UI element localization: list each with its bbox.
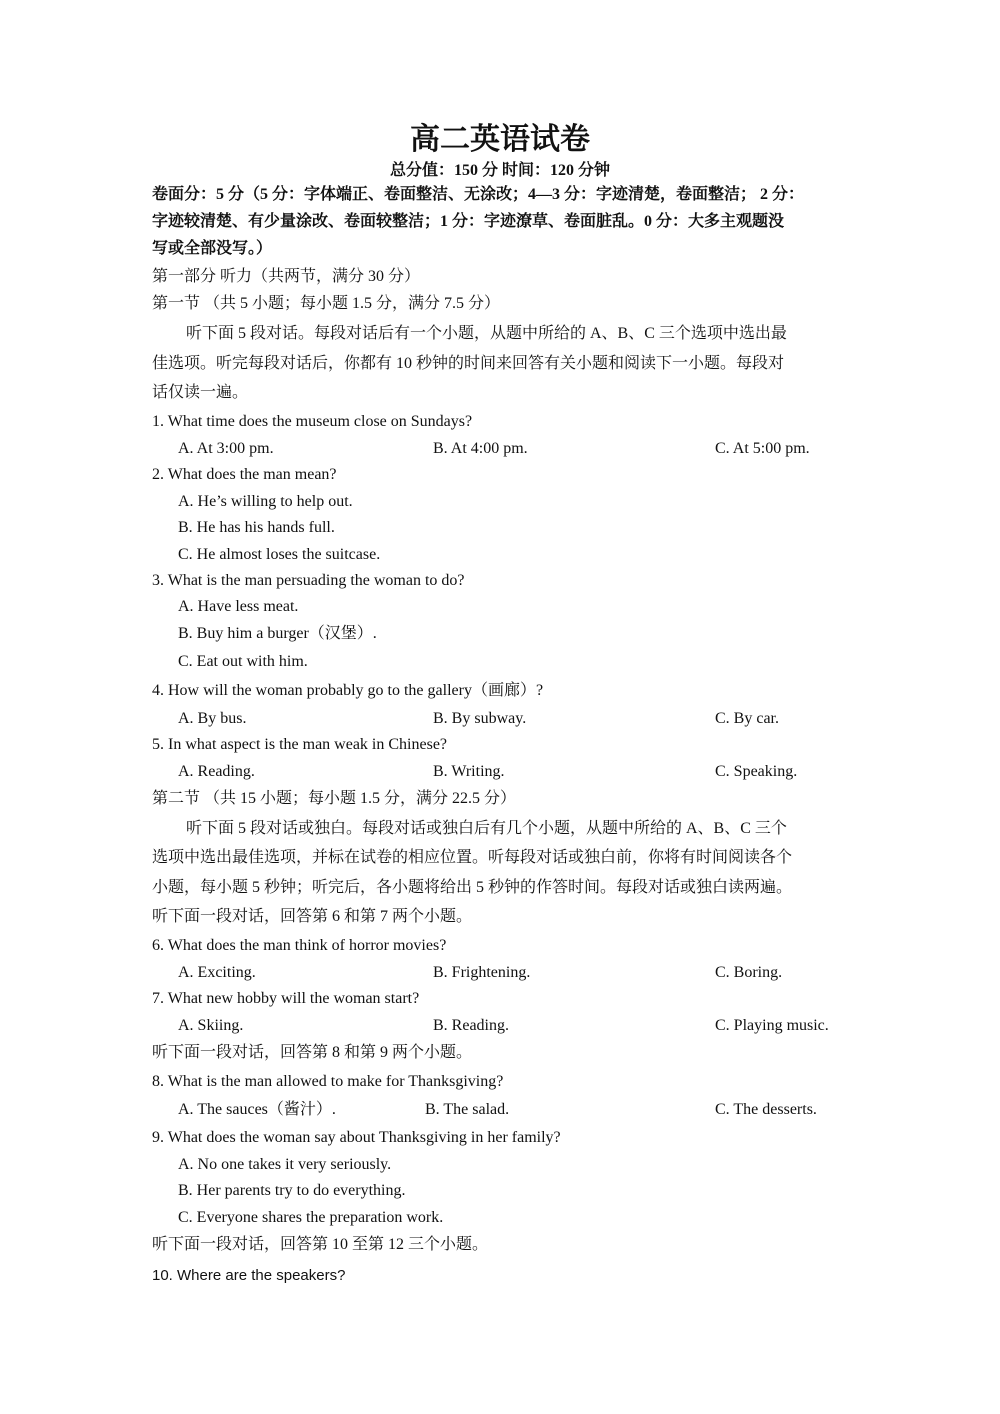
option: C. The desserts. bbox=[715, 1101, 817, 1118]
question: 10. Where are the speakers? bbox=[152, 1267, 346, 1284]
option: C. Speaking. bbox=[715, 763, 798, 780]
question: 2. What does the man mean? bbox=[152, 466, 337, 483]
option: B. He has his hands full. bbox=[178, 519, 335, 536]
option: A. Reading. bbox=[178, 763, 255, 780]
option: C. At 5:00 pm. bbox=[715, 440, 810, 457]
question: 1. What time does the museum close on Sundays? bbox=[152, 413, 473, 430]
listening-prompt: 听下面一段对话，回答第 10 至第 12 三个小题。 bbox=[152, 1236, 489, 1253]
option: B. Buy him a burger（汉堡）. bbox=[178, 625, 377, 642]
option: A. At 3:00 pm. bbox=[178, 440, 274, 457]
instructions: 听下面 5 段对话。每段对话后有一个小题，从题中所给的 A、B、C 三个选项中选出最 bbox=[186, 325, 787, 342]
question: 5. In what aspect is the man weak in Chinese? bbox=[152, 736, 448, 753]
section-title: 第二节 （共 15 小题；每小题 1.5 分，满分 22.5 分） bbox=[152, 790, 517, 807]
option: B. At 4:00 pm. bbox=[433, 440, 528, 457]
question: 7. What new hobby will the woman start? bbox=[152, 990, 420, 1007]
option: A. The sauces（酱汁）. bbox=[178, 1101, 336, 1118]
option: B. Frightening. bbox=[433, 964, 531, 981]
option: C. Eat out with him. bbox=[178, 653, 308, 670]
listening-prompt: 听下面一段对话，回答第 6 和第 7 两个小题。 bbox=[152, 908, 473, 925]
option: C. Boring. bbox=[715, 964, 783, 981]
option: C. Playing music. bbox=[715, 1017, 829, 1034]
option: A. Exciting. bbox=[178, 964, 256, 981]
instructions: 小题，每小题 5 秒钟；听完后，各小题将给出 5 秒钟的作答时间。每段对话或独白读两遍。 bbox=[152, 879, 793, 896]
option: A. By bus. bbox=[178, 710, 247, 727]
option: B. By subway. bbox=[433, 710, 527, 727]
neatness-note: 卷面分：5 分（5 分：字体端正、卷面整洁、无涂改；4—3 分：字迹清楚，卷面整洁； 2 分： bbox=[152, 186, 805, 203]
question: 8. What is the man allowed to make for Thanksgiving? bbox=[152, 1073, 504, 1090]
question: 6. What does the man think of horror movies? bbox=[152, 937, 447, 954]
instructions: 选项中选出最佳选项，并标在试卷的相应位置。听每段对话或独白前，你将有时间阅读各个 bbox=[152, 849, 793, 866]
option: A. No one takes it very seriously. bbox=[178, 1156, 392, 1173]
option: B. Writing. bbox=[433, 763, 505, 780]
page-title: 高二英语试卷 bbox=[410, 123, 590, 156]
option: A. Skiing. bbox=[178, 1017, 244, 1034]
part-title: 第一部分 听力（共两节，满分 30 分） bbox=[152, 268, 421, 285]
option: C. Everyone shares the preparation work. bbox=[178, 1209, 444, 1226]
neatness-note: 字迹较清楚、有少量涂改、卷面较整洁；1 分：字迹潦草、卷面脏乱。0 分：大多主观题没 bbox=[152, 213, 785, 230]
option: B. Reading. bbox=[433, 1017, 509, 1034]
instructions: 听下面 5 段对话或独白。每段对话或独白后有几个小题，从题中所给的 A、B、C 三个 bbox=[186, 820, 787, 837]
neatness-note: 写或全部没写。） bbox=[152, 240, 273, 257]
exam-subtitle: 总分值：150 分 时间：120 分钟 bbox=[389, 162, 610, 179]
question: 3. What is the man persuading the woman to do? bbox=[152, 572, 465, 589]
option: C. He almost loses the suitcase. bbox=[178, 546, 381, 563]
instructions: 佳选项。听完每段对话后，你都有 10 秒钟的时间来回答有关小题和阅读下一小题。每段对 bbox=[152, 355, 785, 372]
option: A. He’s willing to help out. bbox=[178, 493, 353, 510]
section-title: 第一节 （共 5 小题；每小题 1.5 分，满分 7.5 分） bbox=[152, 295, 501, 312]
option: B. The salad. bbox=[425, 1101, 510, 1118]
listening-prompt: 听下面一段对话，回答第 8 和第 9 两个小题。 bbox=[152, 1044, 473, 1061]
option: B. Her parents try to do everything. bbox=[178, 1182, 406, 1199]
option: A. Have less meat. bbox=[178, 598, 299, 615]
option: C. By car. bbox=[715, 710, 779, 727]
question: 9. What does the woman say about Thanksgiving in her family? bbox=[152, 1129, 561, 1146]
question: 4. How will the woman probably go to the gallery（画廊）? bbox=[152, 682, 544, 699]
instructions: 话仅读一遍。 bbox=[152, 384, 249, 401]
